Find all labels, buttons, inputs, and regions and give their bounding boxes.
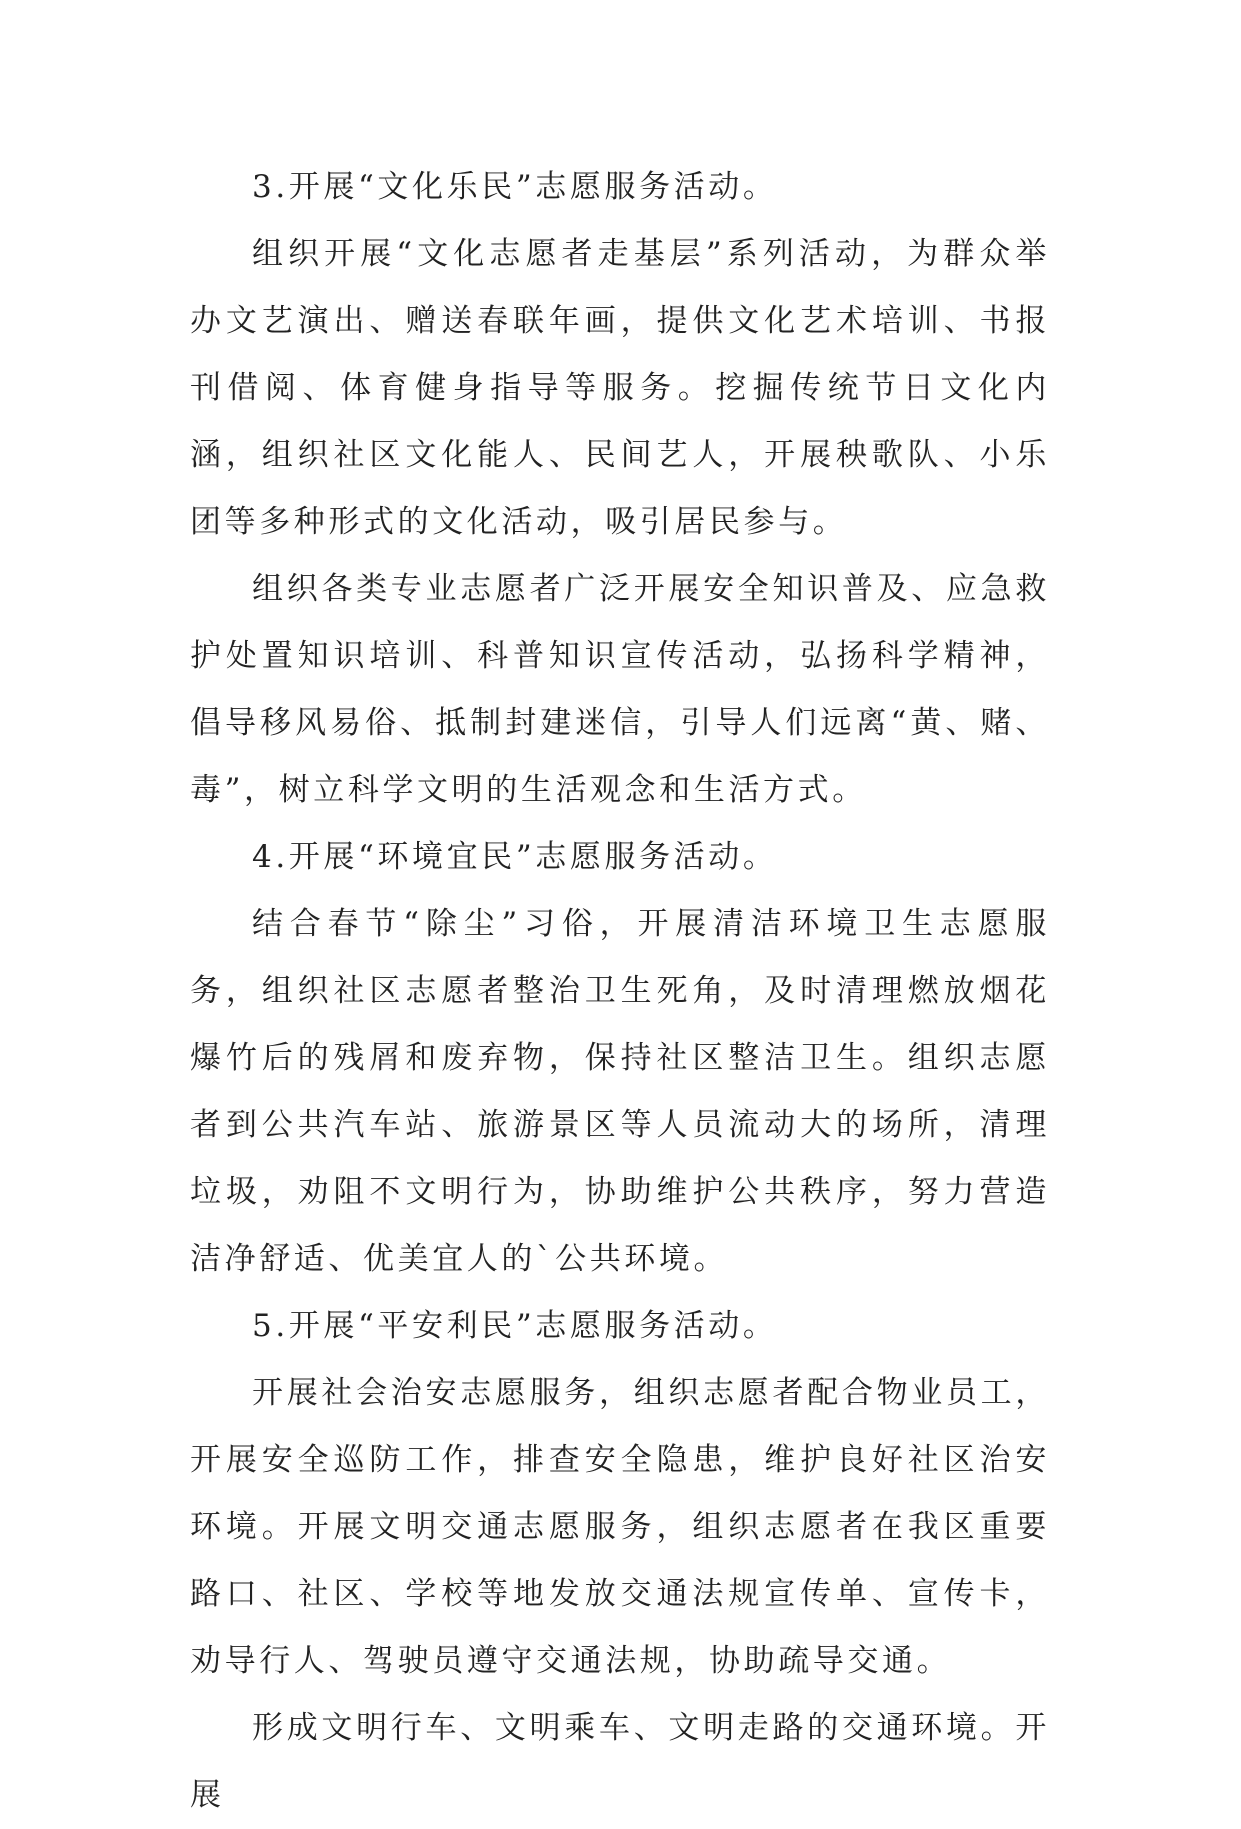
section-heading-5: 5.开展“平安利民”志愿服务活动。 [252,1308,778,1344]
paragraph-traffic: 形成文明行车、文明乘车、文明走路的交通环境。开展 [190,1710,1050,1813]
paragraph-science-knowledge: 组织各类专业志愿者广泛开展安全知识普及、应急救护处置知识培训、科普知识宣传活动，弘扬科学精神，倡导移风易俗、抵制封建迷信，引导人们远离“黄、赌、毒”，树立科学文明的生活观念和生活方式。 [190,571,1050,808]
paragraph-environment: 结合春节“除尘”习俗，开展清洁环境卫生志愿服务，组织社区志愿者整治卫生死角，及时清理燃放烟花爆竹后的残屑和废弃物，保持社区整洁卫生。组织志愿者到公共汽车站、旅游景区等人员流动大的场所，清理垃圾，劝阻不文明行为，协助维护公共秩序，努力营造洁净舒适、优美宜人的`公共环境。 [190,906,1050,1277]
document-body [190,154,1050,1829]
section-heading-4: 4.开展“环境宜民”志愿服务活动。 [252,839,778,875]
section-heading-3: 3.开展“文化乐民”志愿服务活动。 [252,169,778,205]
paragraph-public-safety: 开展社会治安志愿服务，组织志愿者配合物业员工，开展安全巡防工作，排查安全隐患，维护良好社区治安环境。开展文明交通志愿服务，组织志愿者在我区重要路口、社区、学校等地发放交通法规宣传单、宣传卡，劝导行人、驾驶员遵守交通法规，协助疏导交通。 [190,1375,1050,1679]
paragraph-culture-activities: 组织开展“文化志愿者走基层”系列活动，为群众举办文艺演出、赠送春联年画，提供文化艺术培训、书报刊借阅、体育健身指导等服务。挖掘传统节日文化内涵，组织社区文化能人、民间艺人，开展秧歌队、小乐团等多种形式的文化活动，吸引居民参与。 [190,236,1050,540]
